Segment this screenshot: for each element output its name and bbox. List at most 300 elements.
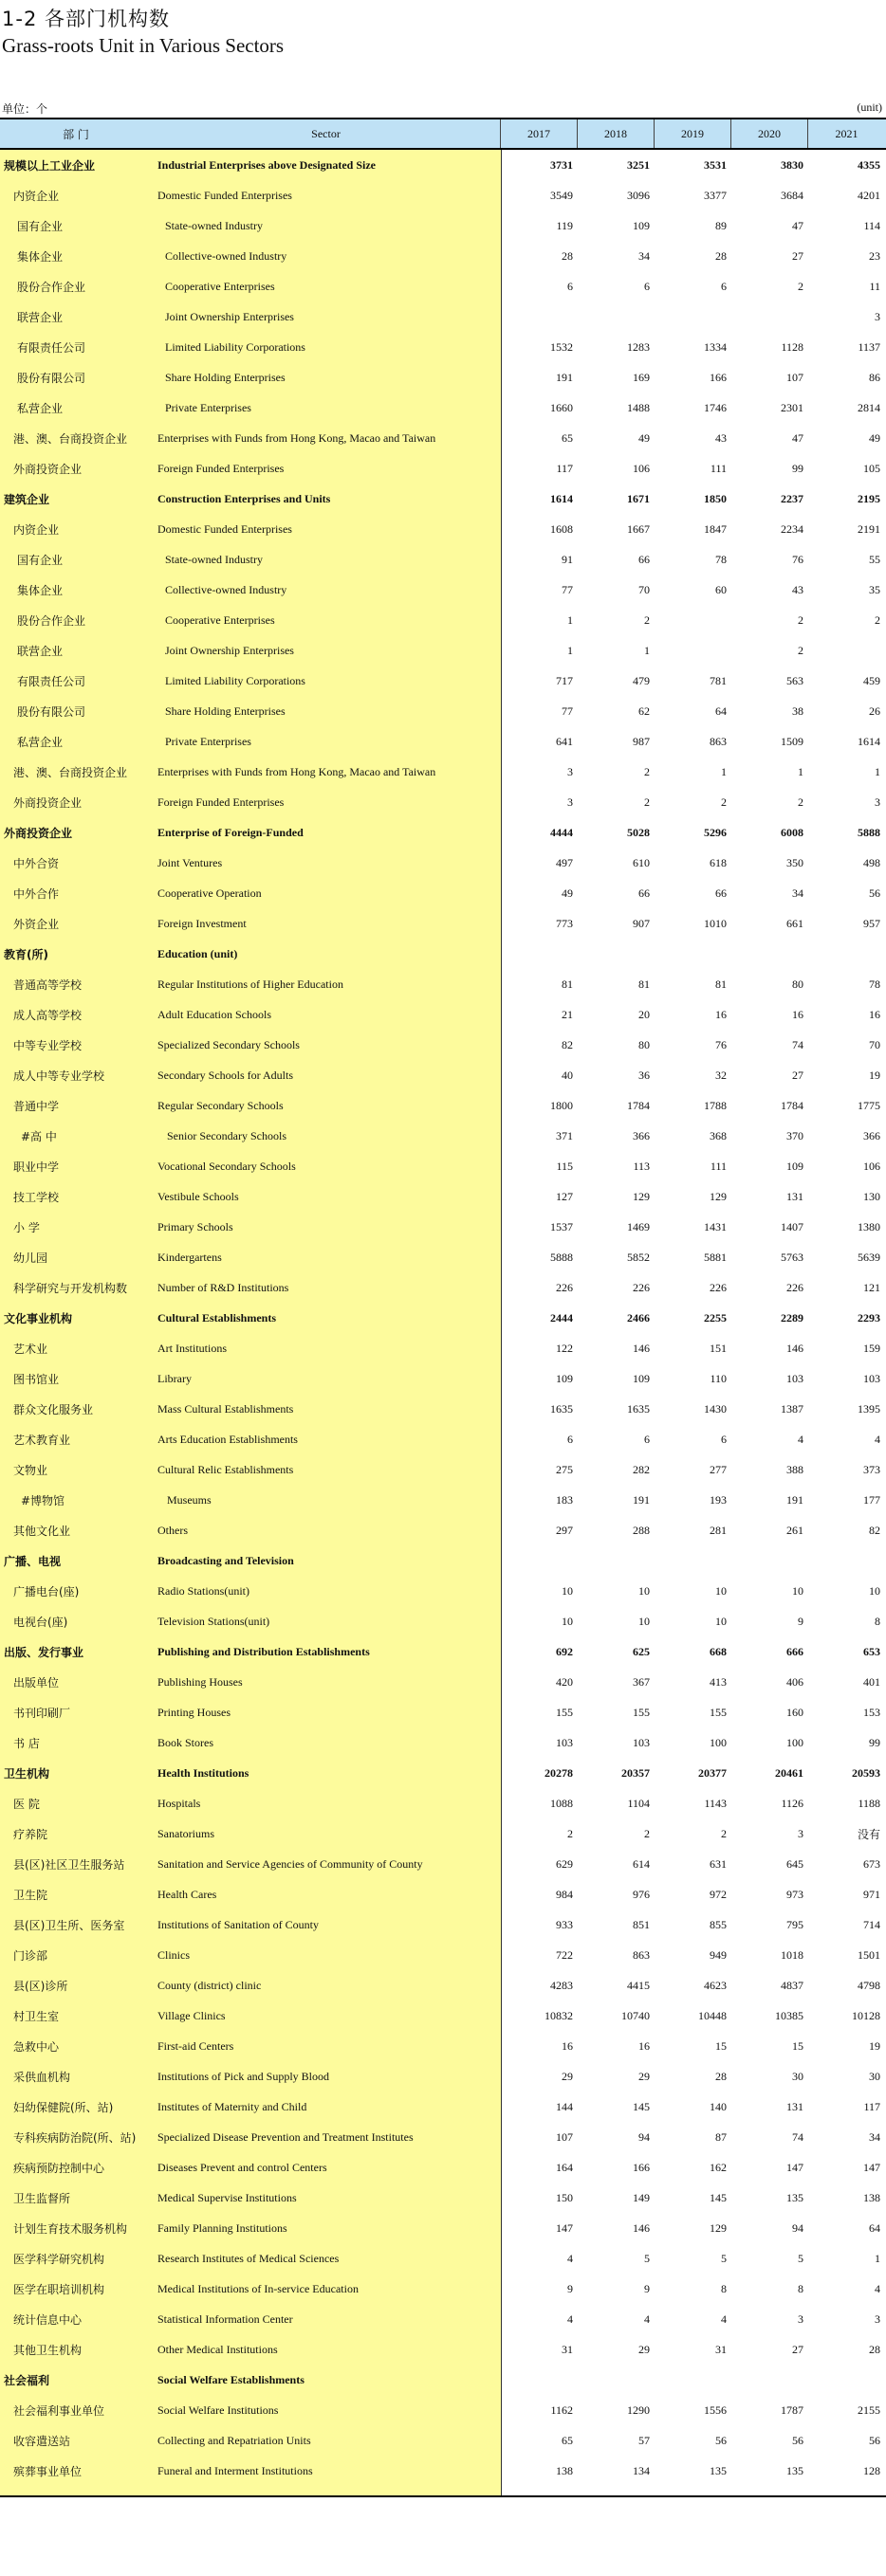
row-dept-label: 卫生机构 [4,1766,50,1781]
row-sector-label: Others [157,1523,188,1537]
row-value-cell: 388 [786,1462,803,1476]
row-value-cell: 282 [633,1462,650,1476]
row-sector-label: Foreign Funded Enterprises [157,795,285,809]
row-value-cell: 6 [567,1432,573,1446]
row-dept-label: 成人中等专业学校 [13,1069,105,1083]
row-dept-label: 股份合作企业 [17,280,86,294]
row-value-cell: 1430 [704,1401,727,1416]
row-value-cell: 119 [556,218,573,232]
row-value-cell: 107 [786,370,803,384]
row-dept-label: 疾病预防控制中心 [13,2161,105,2175]
row-value-cell: 8 [721,2281,727,2295]
row-value-cell: 1407 [781,1219,803,1233]
row-value-cell: 140 [710,2099,727,2113]
row-value-cell: 155 [633,1705,650,1719]
row-sector-label: Hospitals [157,1796,201,1810]
row-value-cell: 281 [710,1523,727,1537]
row-dept-label: 急救中心 [13,2039,60,2054]
row-dept-label: 出版单位 [13,1675,60,1690]
table-row [0,1454,886,1485]
row-dept-label: 县(区)卫生所、医务室 [13,1918,125,1932]
row-dept-label: 国有企业 [17,553,64,567]
row-value-cell: 297 [556,1523,573,1537]
row-sector-label: Research Institutes of Medical Sciences [157,2251,340,2265]
table-row [0,1121,886,1151]
table-row [0,332,886,362]
row-value-cell: 3096 [627,188,650,202]
row-dept-label: 县(区)社区卫生服务站 [13,1857,125,1872]
row-dept-label: 采供血机构 [13,2070,71,2084]
row-value-cell: 6 [644,279,650,293]
row-sector-label: Share Holding Enterprises [165,703,286,718]
table-bottom-rule [0,2495,886,2497]
row-value-cell: 9 [644,2281,650,2295]
row-value-cell: 1380 [858,1219,880,1233]
row-value-cell: 94 [638,2129,650,2144]
row-value-cell: 162 [710,2160,727,2174]
row-value-cell: 661 [786,916,803,930]
table-row [0,757,886,787]
row-value-cell: 722 [556,1947,573,1962]
row-value-cell: 1847 [704,521,727,536]
row-value-cell: 366 [863,1128,880,1142]
row-dept-label: 有限责任公司 [17,340,86,355]
row-sector-label: Vocational Secondary Schools [157,1159,296,1173]
table-row [0,2152,886,2183]
row-value-cell: 1660 [550,400,573,414]
row-value-cell: 631 [710,1856,727,1871]
row-value-cell: 6 [721,279,727,293]
row-value-cell: 166 [710,370,727,384]
row-value-cell: 1010 [704,916,727,930]
table-row [0,696,886,726]
row-value-cell: 645 [786,1856,803,1871]
table-row [0,1970,886,2001]
row-sector-label: Cultural Establishments [157,1310,277,1325]
row-value-cell: 3549 [550,188,573,202]
table-row [0,1545,886,1576]
row-value-cell: 9 [798,1614,803,1628]
row-value-cell: 5888 [550,1250,573,1264]
row-value-cell: 111 [710,461,727,475]
row-value-cell: 66 [638,552,650,566]
row-value-cell: 56 [792,2433,803,2447]
row-value-cell: 155 [556,1705,573,1719]
table-rows [0,150,886,2495]
row-sector-label: Vestibule Schools [157,1189,239,1203]
row-value-cell: 863 [633,1947,650,1962]
row-value-cell: 27 [792,248,803,263]
row-value-cell: 907 [633,916,650,930]
row-value-cell: 23 [869,248,880,263]
row-value-cell: 193 [710,1492,727,1507]
row-value-cell: 121 [863,1280,880,1294]
row-value-cell: 138 [863,2190,880,2204]
table-row [0,908,886,939]
row-value-cell: 49 [638,430,650,445]
row-value-cell: 135 [710,2463,727,2477]
row-value-cell: 5 [721,2251,727,2265]
row-value-cell: 972 [710,1887,727,1901]
row-sector-label: Funeral and Interment Institutions [157,2463,313,2477]
row-value-cell: 1788 [704,1098,727,1112]
row-value-cell: 2 [644,795,650,809]
row-sector-label: Social Welfare Institutions [157,2402,279,2417]
row-value-cell: 4 [567,2251,573,2265]
table-row [0,1242,886,1272]
row-value-cell: 1850 [704,491,727,505]
row-value-cell: 1128 [781,339,803,354]
row-sector-label: Social Welfare Establishments [157,2372,305,2386]
row-value-cell: 2255 [704,1310,727,1325]
row-value-cell: 618 [710,855,727,869]
row-dept-label: 书 店 [13,1736,40,1750]
row-value-cell: 367 [633,1674,650,1689]
table-row [0,1181,886,1212]
table-row [0,1818,886,1849]
table-row [0,939,886,969]
row-value-cell: 275 [556,1462,573,1476]
row-value-cell: 350 [786,855,803,869]
row-dept-label: #博物馆 [21,1493,65,1507]
row-sector-label: Collecting and Repatriation Units [157,2433,311,2447]
row-value-cell: 2 [798,643,803,657]
row-sector-label: Museums [167,1492,212,1507]
row-dept-label: 职业中学 [13,1160,60,1174]
table-row [0,1788,886,1818]
row-value-cell: 8 [798,2281,803,2295]
row-value-cell: 3 [875,795,880,809]
row-dept-label: 集体企业 [17,249,64,264]
row-value-cell: 984 [556,1887,573,1901]
row-value-cell: 933 [556,1917,573,1931]
row-value-cell: 65 [562,430,573,445]
row-value-cell: 5881 [704,1250,727,1264]
row-value-cell: 2155 [858,2402,880,2417]
row-value-cell: 16 [562,2038,573,2053]
row-value-cell: 2 [644,612,650,627]
row-value-cell: 153 [863,1705,880,1719]
row-value-cell: 563 [786,673,803,687]
row-dept-label: 其他卫生机构 [13,2343,83,2357]
row-value-cell: 164 [556,2160,573,2174]
row-sector-label: Industrial Enterprises above Designated Size [157,157,377,172]
row-value-cell: 74 [792,1037,803,1051]
row-value-cell: 47 [792,430,803,445]
row-value-cell: 106 [633,461,650,475]
row-value-cell: 21 [562,1007,573,1021]
row-sector-label: Diseases Prevent and control Centers [157,2160,327,2174]
row-sector-label: Private Enterprises [165,734,251,748]
row-value-cell: 1532 [550,339,573,354]
row-value-cell: 987 [633,734,650,748]
table-row [0,1303,886,1333]
row-dept-label: 门诊部 [13,1948,48,1963]
row-value-cell: 497 [556,855,573,869]
row-value-cell: 166 [633,2160,650,2174]
row-value-cell: 1162 [550,2402,573,2417]
table-row [0,1363,886,1394]
row-value-cell: 28 [715,248,727,263]
row-value-cell: 373 [863,1462,880,1476]
row-value-cell: 135 [786,2190,803,2204]
row-value-cell: 64 [715,703,727,718]
row-value-cell: 1509 [781,734,803,748]
row-value-cell: 3731 [550,157,573,172]
row-value-cell: 1018 [781,1947,803,1962]
row-value-cell: 99 [869,1735,880,1749]
row-value-cell: 134 [633,2463,650,2477]
row-sector-label: Share Holding Enterprises [165,370,286,384]
row-value-cell: 1614 [858,734,880,748]
row-value-cell: 115 [556,1159,573,1173]
row-value-cell: 459 [863,673,880,687]
table-row [0,2395,886,2425]
row-dept-label: 妇幼保健院(所、站) [13,2100,114,2114]
row-value-cell: 226 [633,1280,650,1294]
row-value-cell: 16 [638,2038,650,2053]
row-value-cell: 668 [710,1644,727,1658]
table-row [0,969,886,999]
row-dept-label: 股份有限公司 [17,704,86,719]
row-sector-label: Enterprise of Foreign-Funded [157,825,304,839]
row-value-cell: 43 [792,582,803,596]
table-row [0,1515,886,1545]
row-value-cell: 109 [633,218,650,232]
row-sector-label: Enterprises with Funds from Hong Kong, Macao and Taiwan [157,764,436,778]
row-value-cell: 781 [710,673,727,687]
row-value-cell: 57 [638,2433,650,2447]
row-value-cell: 5 [798,2251,803,2265]
header-dept: 部 门 [63,127,89,141]
row-value-cell: 1469 [627,1219,650,1233]
row-sector-label: Village Clinics [157,2008,226,2022]
row-value-cell: 8 [875,1614,880,1628]
row-sector-label: Sanitation and Service Agencies of Community of County [157,1856,423,1871]
table-row [0,1333,886,1363]
row-value-cell: 5763 [781,1250,803,1264]
table-row [0,2183,886,2213]
table-row [0,241,886,271]
row-value-cell: 103 [633,1735,650,1749]
row-value-cell: 863 [710,734,727,748]
row-value-cell: 160 [786,1705,803,1719]
row-value-cell: 56 [869,2433,880,2447]
row-value-cell: 3684 [781,188,803,202]
row-dept-label: 疗养院 [13,1827,48,1841]
row-dept-label: 艺术教育业 [13,1433,71,1447]
row-value-cell: 6008 [781,825,803,839]
row-value-cell: 30 [792,2069,803,2083]
table-row [0,393,886,423]
row-sector-label: Domestic Funded Enterprises [157,188,292,202]
row-value-cell: 43 [715,430,727,445]
row-value-cell: 109 [786,1159,803,1173]
row-value-cell: 56 [715,2433,727,2447]
row-value-cell: 4837 [781,1978,803,1992]
row-value-cell: 10 [715,1614,727,1628]
table-row [0,484,886,514]
row-value-cell: 20377 [698,1765,727,1780]
row-value-cell: 81 [715,977,727,991]
row-sector-label: Specialized Secondary Schools [157,1037,300,1051]
row-value-cell: 131 [786,1189,803,1203]
row-sector-label: Publishing and Distribution Establishments [157,1644,370,1658]
row-value-cell: 10385 [775,2008,803,2022]
row-value-cell: 3 [875,2311,880,2326]
row-value-cell: 129 [710,2220,727,2235]
row-value-cell: 10740 [621,2008,650,2022]
row-value-cell: 103 [556,1735,573,1749]
row-dept-label: 专科疾病防治院(所、站) [13,2130,137,2145]
row-sector-label: Collective-owned Industry [165,582,287,596]
table-row [0,1727,886,1758]
row-sector-label: Institutes of Maternity and Child [157,2099,307,2113]
row-value-cell: 19 [869,1068,880,1082]
row-value-cell: 106 [863,1159,880,1173]
row-value-cell: 2 [721,795,727,809]
row-value-cell: 851 [633,1917,650,1931]
row-sector-label: Other Medical Institutions [157,2342,278,2356]
row-dept-label: 港、澳、台商投资企业 [13,431,128,446]
row-value-cell: 113 [633,1159,650,1173]
row-value-cell: 4355 [858,157,880,172]
row-value-cell: 99 [792,461,803,475]
row-value-cell: 1671 [627,491,650,505]
row-value-cell: 277 [710,1462,727,1476]
row-value-cell: 773 [556,916,573,930]
table-row [0,453,886,484]
row-value-cell: 109 [633,1371,650,1385]
row-value-cell: 1556 [704,2402,727,2417]
row-sector-label: Library [157,1371,192,1385]
row-sector-label: Arts Education Establishments [157,1432,298,1446]
row-dept-label: 卫生院 [13,1888,48,1902]
row-value-cell: 610 [633,855,650,869]
row-value-cell: 66 [638,886,650,900]
row-value-cell: 226 [710,1280,727,1294]
row-sector-label: Specialized Disease Prevention and Treatment Institutes [157,2129,414,2144]
row-dept-label: 外商投资企业 [4,826,73,840]
table-row [0,1394,886,1424]
row-value-cell: 976 [633,1887,650,1901]
row-value-cell: 855 [710,1917,727,1931]
row-value-cell: 5028 [627,825,650,839]
row-value-cell: 77 [562,582,573,596]
header-year: 2021 [835,126,858,140]
table-row [0,1060,886,1090]
row-value-cell: 4 [798,1432,803,1446]
row-dept-label: 计划生育技术服务机构 [13,2221,128,2236]
row-value-cell: 1614 [550,491,573,505]
row-value-cell: 498 [863,855,880,869]
row-sector-label: Secondary Schools for Adults [157,1068,293,1082]
table-body [0,150,886,2495]
table-row [0,2243,886,2274]
unit-label-cn: 单位：个 [2,102,48,116]
row-sector-label: Limited Liability Corporations [165,339,305,354]
row-dept-label: 内资企业 [13,189,60,203]
row-value-cell: 625 [633,1644,650,1658]
row-value-cell: 6 [721,1432,727,1446]
table-row [0,2365,886,2395]
row-dept-label: 村卫生室 [13,2009,60,2023]
table-row [0,1758,886,1788]
row-value-cell: 105 [863,461,880,475]
row-value-cell: 55 [869,552,880,566]
row-sector-label: Family Planning Institutions [157,2220,287,2235]
row-dept-label: 广播、电视 [4,1554,62,1568]
row-value-cell: 1667 [627,521,650,536]
table-row [0,878,886,908]
row-value-cell: 1 [875,2251,880,2265]
row-sector-label: Mass Cultural Establishments [157,1401,294,1416]
row-value-cell: 100 [786,1735,803,1749]
row-value-cell: 2466 [627,1310,650,1325]
row-value-cell: 10 [638,1583,650,1598]
row-value-cell: 135 [786,2463,803,2477]
row-value-cell: 20278 [545,1765,573,1780]
row-dept-label: 社会福利 [4,2373,50,2387]
row-value-cell: 31 [715,2342,727,2356]
row-value-cell: 949 [710,1947,727,1962]
row-value-cell: 1775 [858,1098,880,1112]
row-dept-label: 图书馆业 [13,1372,60,1386]
row-value-cell: 103 [863,1371,880,1385]
row-value-cell: 81 [562,977,573,991]
row-dept-label: 文物业 [13,1463,48,1477]
row-sector-label: First-aid Centers [157,2038,234,2053]
row-value-cell: 28 [869,2342,880,2356]
table-row [0,1849,886,1879]
row-value-cell: 80 [638,1037,650,1051]
row-sector-label: Joint Ownership Enterprises [165,643,294,657]
row-value-cell: 1431 [704,1219,727,1233]
row-value-cell: 65 [562,2433,573,2447]
row-value-cell: 70 [638,582,650,596]
row-value-cell: 191 [633,1492,650,1507]
row-value-cell: 78 [869,977,880,991]
row-sector-label: Statistical Information Center [157,2311,293,2326]
row-dept-label: 文化事业机构 [4,1311,73,1325]
table-row [0,544,886,575]
row-value-cell: 4 [567,2311,573,2326]
row-value-cell: 10 [638,1614,650,1628]
row-value-cell: 4283 [550,1978,573,1992]
row-sector-label: Foreign Funded Enterprises [157,461,285,475]
row-value-cell: 717 [556,673,573,687]
row-value-cell: 366 [633,1128,650,1142]
row-value-cell: 91 [562,552,573,566]
header-year: 2019 [655,119,731,148]
row-value-cell: 145 [710,2190,727,2204]
row-value-cell: 89 [715,218,727,232]
row-dept-label: 股份有限公司 [17,371,86,385]
table-row [0,1151,886,1181]
row-value-cell: 368 [710,1128,727,1142]
row-value-cell: 1 [644,643,650,657]
row-sector-label: Kindergartens [157,1250,222,1264]
table-row [0,1909,886,1940]
row-dept-label: 技工学校 [13,1190,60,1204]
row-value-cell: 11 [869,279,880,293]
row-value-cell: 10 [715,1583,727,1598]
table-row [0,1879,886,1909]
table-header [0,118,886,150]
row-sector-label: Cooperative Enterprises [165,612,275,627]
row-sector-label: Adult Education Schools [157,1007,271,1021]
row-dept-label: 中外合作 [13,886,60,901]
